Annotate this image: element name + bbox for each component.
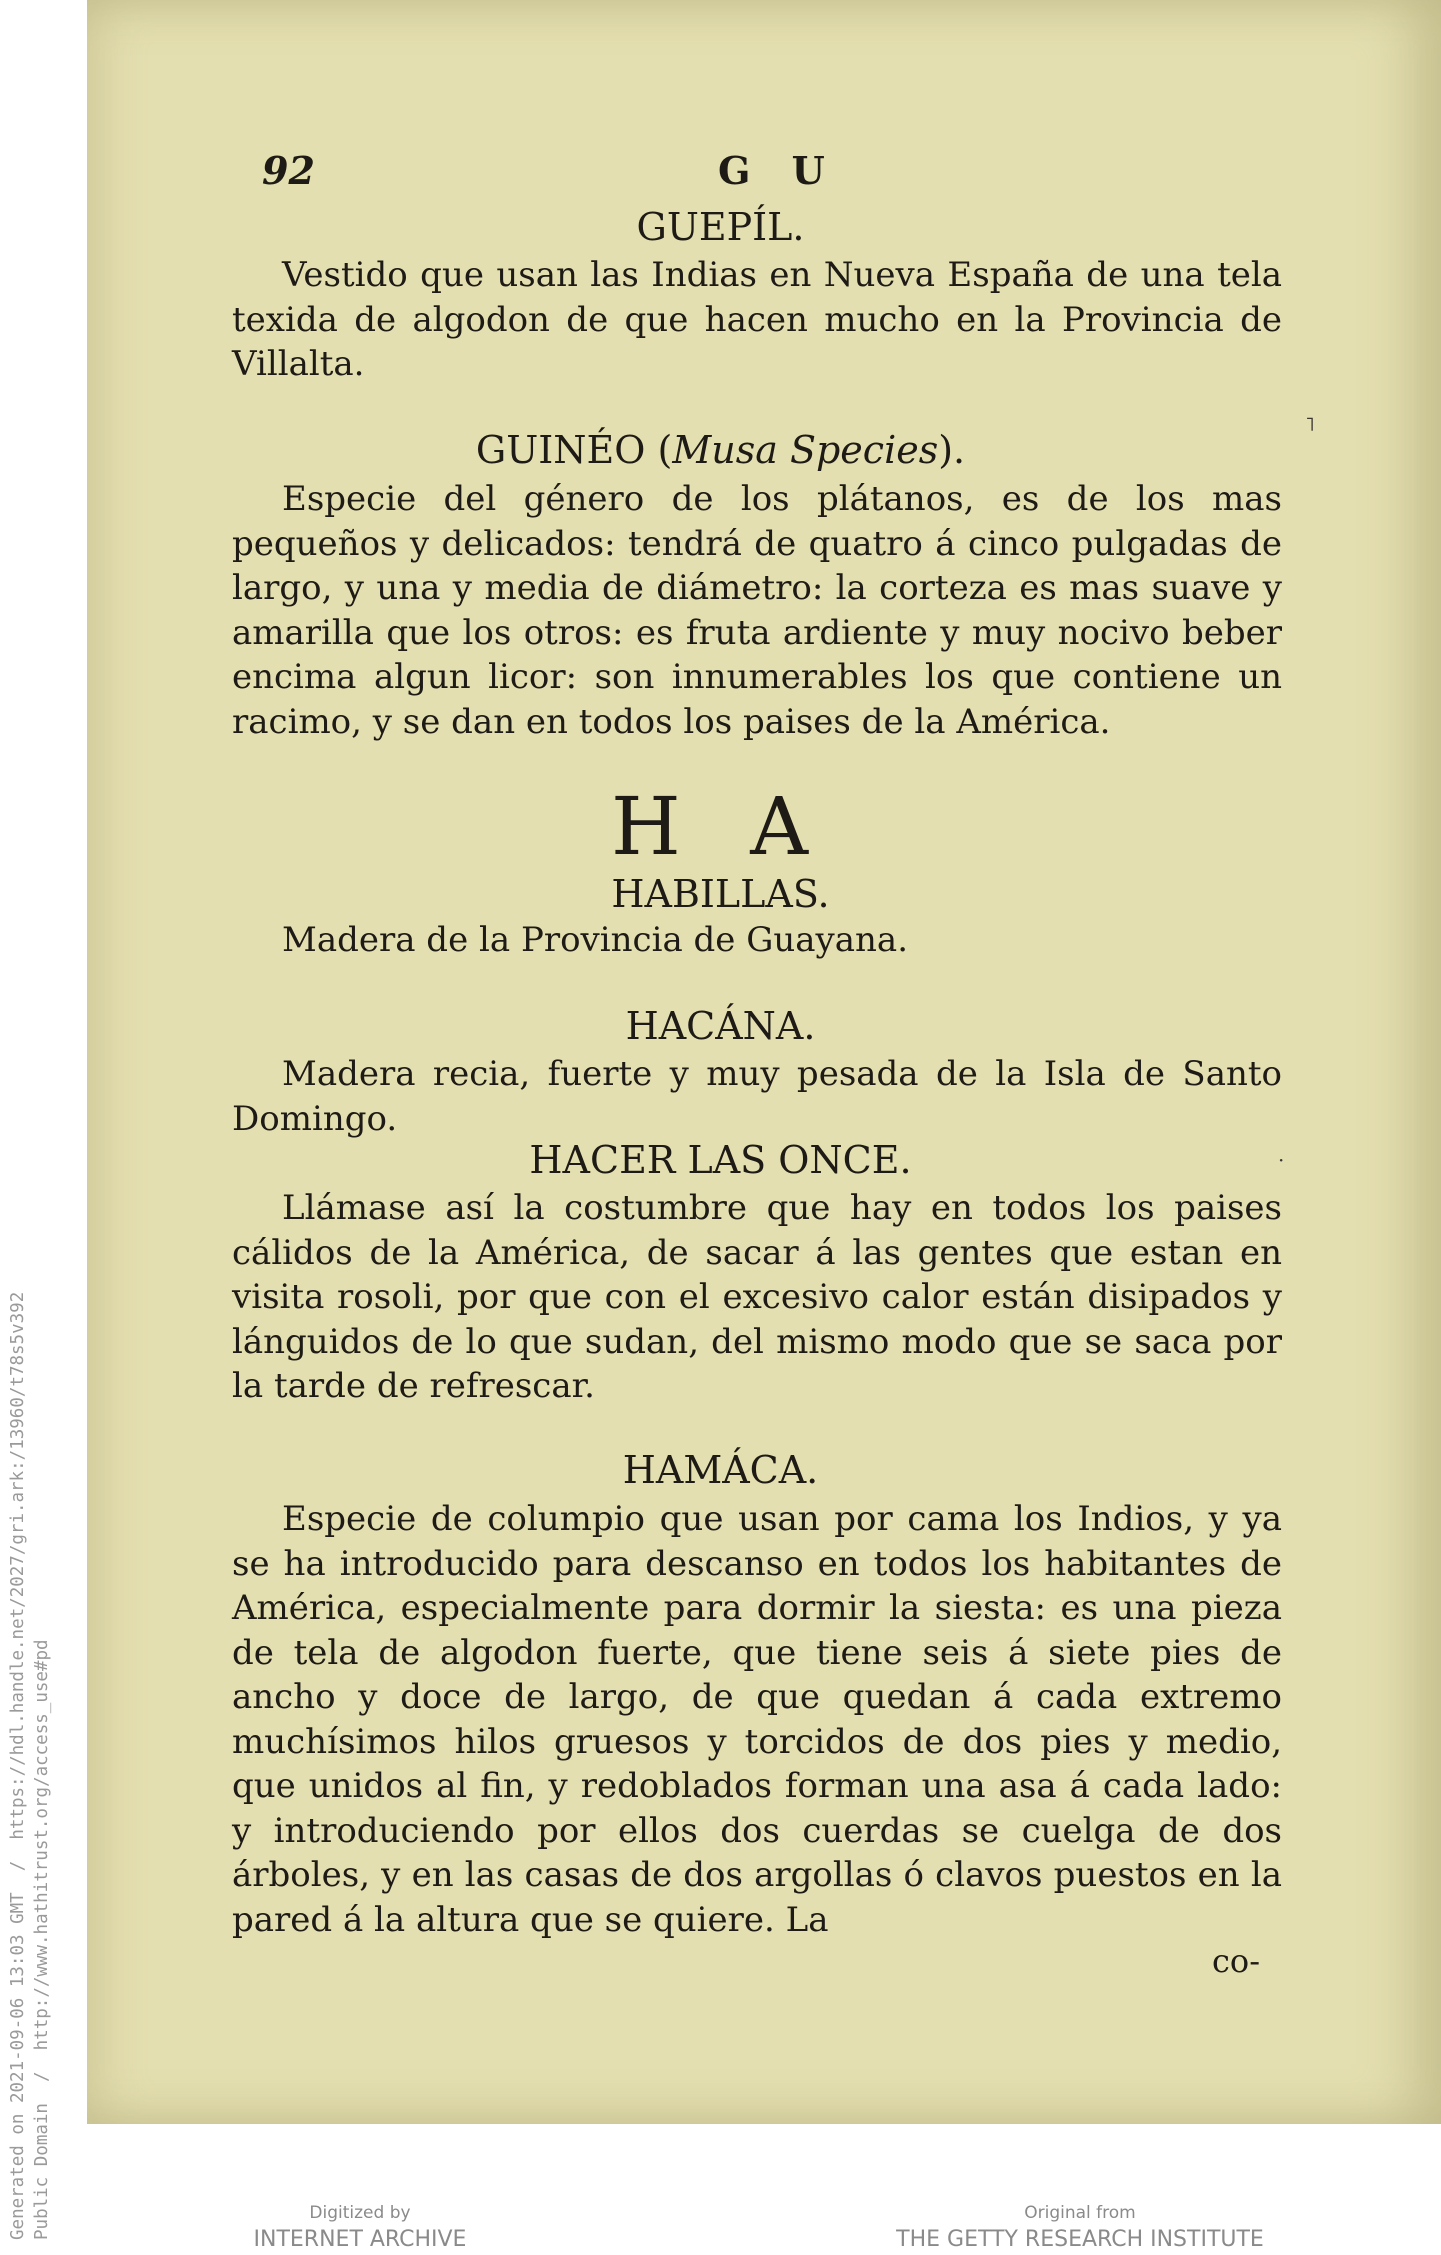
- definition-guepil: Vestido que usan las Indias en Nueva España de una tela texida de algodon de que hacen mucho en la Provincia de Villalta.: [232, 255, 1282, 384]
- access-stamp: [6, 1292, 54, 2240]
- headword-guineo: GUINÉO (Musa Species).: [475, 428, 966, 472]
- headword-guepil: GUEPÍL.: [636, 205, 805, 249]
- digitized-by-label: Digitized by: [309, 2203, 411, 2223]
- digitizer-name: INTERNET ARCHIVE: [253, 2227, 467, 2252]
- original-from-label: Original from: [1024, 2203, 1136, 2223]
- headword-hacana: HACÁNA.: [625, 1004, 816, 1048]
- definition-hamaca: Especie de columpio que usan por cama los Indios, y ya se ha introducido para descanso en todos los habitantes de América, especialmente para dormir la siesta: es una pieza de tela de algodon fuerte, que tiene seis á siete pies de ancho y doce de largo, de que quedan á cada extremo muchísimos hilos gruesos y torcidos de dos pies y medio, que unidos al fin, y redoblados forman una asa á cada lado: y introduciendo por ellos dos cuerdas se cuelga de dos árboles, y en las casas de dos argollas ó clavos puestos en la pared á la altura que se quiere. La: [232, 1499, 1282, 1940]
- definition-hacana: Madera recia, fuerte y muy pesada de la Isla de Santo Domingo.: [232, 1054, 1282, 1139]
- footer-original: [880, 2203, 1280, 2252]
- access-stamp-line1: Generated on 2021-09-06 13:03 GMT / https://hdl.handle.net/2027/gri.ark:/13960/t78s5v392: [8, 1291, 28, 2240]
- definition-habillas: Madera de la Provincia de Guayana.: [282, 920, 908, 960]
- headword-guineo-text: GUINÉO: [475, 428, 646, 472]
- catchword: co-: [1212, 1942, 1260, 1980]
- running-head: G U: [718, 148, 839, 193]
- access-stamp-line2: Public Domain / http://www.hathitrust.org/access_use#pd: [32, 1639, 52, 2240]
- headword-hacer-las-once: HACER LAS ONCE.: [529, 1138, 912, 1182]
- latin-name: Musa Species: [672, 428, 939, 472]
- definition-hacer-las-once: Llámase así la costumbre que hay en todos los paises cálidos de la América, de sacar á las gentes que estan en visita rosoli, por que con el excesivo calor están disipados y lánguidos de lo que sudan, del mismo modo que se saca por la tarde de refrescar.: [232, 1188, 1282, 1406]
- headword-habillas: HABILLAS.: [611, 872, 830, 916]
- page-number: 92: [262, 148, 315, 193]
- definition-guineo: Especie del género de los plátanos, es de los mas pequeños y delicados: tendrá de quatro á cinco pulgadas de largo, y una y media de diámetro: la corteza es mas suave y amarilla que los otros: es fruta ardiente y muy nocivo beber encima algun licor: son innumerables los que contiene un racimo, y se dan en todos los paises de la América.: [232, 479, 1282, 742]
- footer-digitized: [220, 2203, 500, 2252]
- scan-speck: ˥: [1305, 412, 1315, 436]
- scan-speck: ·: [1278, 1148, 1285, 1172]
- section-letter: H A: [611, 780, 830, 873]
- headword-hamaca: HAMÁCA.: [622, 1448, 819, 1492]
- original-source-name: THE GETTY RESEARCH INSTITUTE: [896, 2227, 1264, 2252]
